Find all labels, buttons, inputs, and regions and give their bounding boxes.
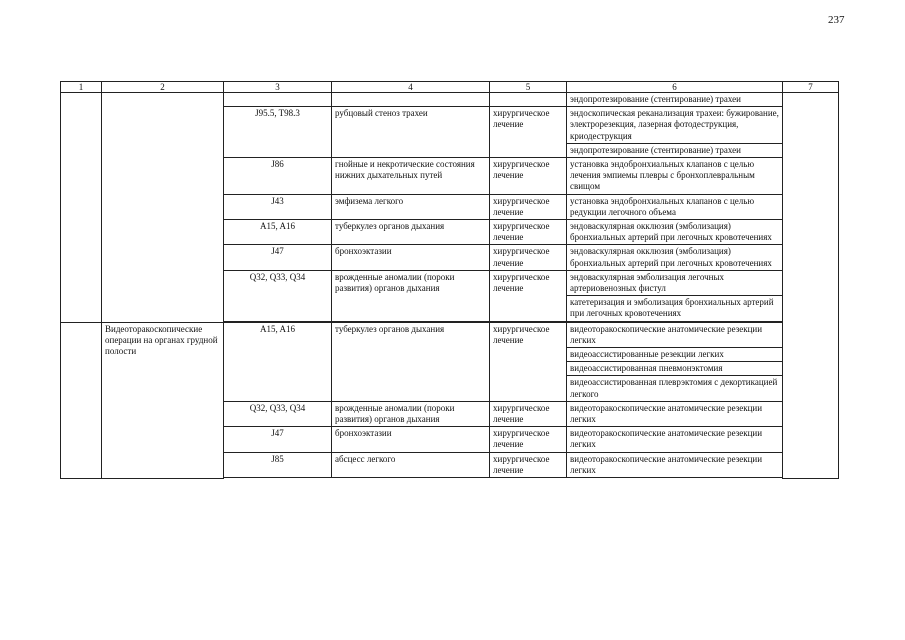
method-cell: видеоассистированная пневмонэктомия <box>567 362 783 376</box>
codes-cell: A15, A16 <box>224 322 332 401</box>
codes-cell: Q32, Q33, Q34 <box>224 401 332 426</box>
table-row <box>61 93 839 107</box>
method-cell: эндопротезирование (стентирование) трахеи <box>567 93 783 107</box>
treatment-cell: хирургическое лечение <box>490 427 567 452</box>
column-header: 4 <box>332 82 490 93</box>
column-header: 7 <box>783 82 839 93</box>
treatment-cell: хирургическое лечение <box>490 245 567 270</box>
method-cell: видеоторакоскопические анатомические резекции легких <box>567 322 783 347</box>
method-cell: видеоторакоскопические анатомические резекции легких <box>567 401 783 426</box>
codes-cell: A15, A16 <box>224 220 332 245</box>
condition-cell: абсцесс легкого <box>332 452 490 477</box>
group-title-cell <box>102 93 224 323</box>
method-cell: эндоскопическая реканализация трахеи: бужирование, электрорезекция, лазерная фотодеструкция, криодеструкция <box>567 107 783 144</box>
codes-cell: J86 <box>224 158 332 195</box>
method-cell: эндоваскулярная окклюзия (эмболизация) бронхиальных артерий при легочных кровотечениях <box>567 220 783 245</box>
method-cell: видеоторакоскопические анатомические резекции легких <box>567 452 783 477</box>
treatment-cell: хирургическое лечение <box>490 270 567 321</box>
method-cell: видеоассистированные резекции легких <box>567 348 783 362</box>
treatment-cell: хирургическое лечение <box>490 158 567 195</box>
codes-cell: J95.5, T98.3 <box>224 107 332 158</box>
column-number-row <box>61 82 839 93</box>
col1-cell <box>61 322 102 478</box>
page-number: 237 <box>828 14 845 26</box>
column-header: 2 <box>102 82 224 93</box>
procedures-table <box>60 81 839 479</box>
col1-cell <box>61 93 102 323</box>
table-row <box>61 322 839 347</box>
treatment-cell: хирургическое лечение <box>490 107 567 158</box>
codes-cell: J47 <box>224 427 332 452</box>
condition-cell: эмфизема легкого <box>332 194 490 219</box>
treatment-cell: хирургическое лечение <box>490 401 567 426</box>
condition-cell: туберкулез органов дыхания <box>332 220 490 245</box>
col7-cell <box>783 93 839 479</box>
treatment-cell: хирургическое лечение <box>490 452 567 477</box>
method-cell: эндоваскулярная окклюзия (эмболизация) бронхиальных артерий при легочных кровотечениях <box>567 245 783 270</box>
condition-cell: врожденные аномалии (пороки развития) органов дыхания <box>332 401 490 426</box>
method-cell: эндопротезирование (стентирование) трахеи <box>567 143 783 157</box>
group-title-cell: Видеоторакоскопические операции на органах грудной полости <box>102 322 224 478</box>
method-cell: установка эндобронхиальных клапанов с целью лечения эмпиемы плевры с бронхоплевральным свищом <box>567 158 783 195</box>
treatment-cell: хирургическое лечение <box>490 322 567 401</box>
codes-cell: J47 <box>224 245 332 270</box>
condition-cell: рубцовый стеноз трахеи <box>332 107 490 158</box>
codes-cell: J85 <box>224 452 332 477</box>
column-header: 1 <box>61 82 102 93</box>
method-cell: установка эндобронхиальных клапанов с целью редукции легочного объема <box>567 194 783 219</box>
method-cell: видеоассистированная плеврэктомия с декортикацией легкого <box>567 376 783 401</box>
method-cell: катетеризация и эмболизация бронхиальных артерий при легочных кровотечениях <box>567 296 783 321</box>
condition-cell: врожденные аномалии (пороки развития) органов дыхания <box>332 270 490 321</box>
codes-cell: J43 <box>224 194 332 219</box>
treatment-cell: хирургическое лечение <box>490 194 567 219</box>
condition-cell: гнойные и некротические состояния нижних дыхательных путей <box>332 158 490 195</box>
method-cell: видеоторакоскопические анатомические резекции легких <box>567 427 783 452</box>
condition-cell: бронхоэктазии <box>332 245 490 270</box>
spacer-cell <box>224 478 783 479</box>
codes-cell <box>224 93 332 107</box>
method-cell: эндоваскулярная эмболизация легочных артериовенозных фистул <box>567 270 783 295</box>
treatment-cell <box>490 93 567 107</box>
column-header: 3 <box>224 82 332 93</box>
column-header: 5 <box>490 82 567 93</box>
treatment-cell: хирургическое лечение <box>490 220 567 245</box>
codes-cell: Q32, Q33, Q34 <box>224 270 332 321</box>
column-header: 6 <box>567 82 783 93</box>
condition-cell: бронхоэктазии <box>332 427 490 452</box>
condition-cell: туберкулез органов дыхания <box>332 322 490 401</box>
condition-cell <box>332 93 490 107</box>
